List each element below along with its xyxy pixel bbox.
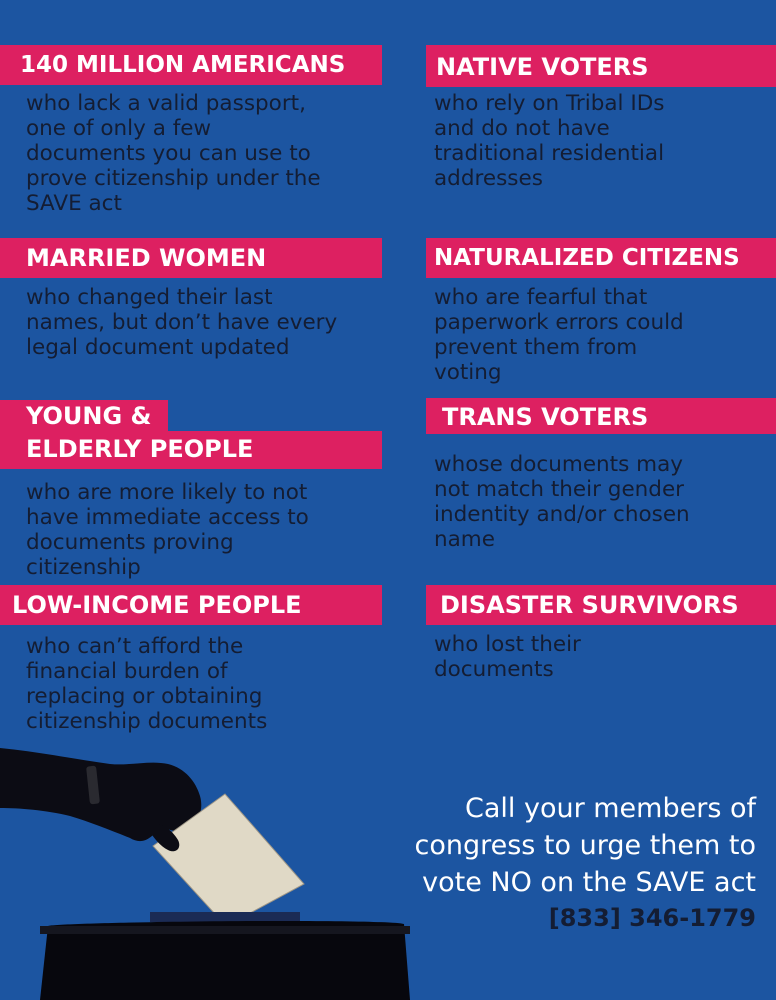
group-title-disaster-survivors: DISASTER SURVIVORS [426, 585, 776, 625]
group-desc-140-million-americans: who lack a valid passport, one of only a few documents you can use to prove citizenship under the SAVE act [26, 91, 321, 216]
group-desc-disaster-survivors: who lost their documents [434, 632, 581, 682]
cta-line-3: vote NO on the SAVE act [422, 867, 756, 898]
group-title-married-women: MARRIED WOMEN [0, 238, 382, 278]
group-title-low-income-people: LOW-INCOME PEOPLE [0, 585, 382, 625]
group-title-trans-voters: TRANS VOTERS [426, 398, 776, 434]
group-title-young-elderly-line2: ELDERLY PEOPLE [0, 431, 382, 469]
group-title-140-million-americans: 140 MILLION AMERICANS [0, 45, 382, 85]
group-desc-low-income-people: who can’t afford the financial burden of replacing or obtaining citizenship documents [26, 634, 268, 734]
group-desc-young-elderly: who are more likely to not have immediate access to documents proving citizenship [26, 480, 309, 580]
group-desc-naturalized-citizens: who are fearful that paperwork errors could prevent them from voting [434, 285, 684, 385]
group-desc-native-voters: who rely on Tribal IDs and do not have traditional residential addresses [434, 91, 665, 191]
group-title-naturalized-citizens: NATURALIZED CITIZENS [426, 238, 776, 278]
cta-line-2: congress to urge them to [414, 830, 756, 861]
cta-line-1: Call your members of [464, 793, 756, 824]
phone-number[interactable]: [833] 346-1779 [548, 904, 756, 932]
group-desc-trans-voters: whose documents may not match their gender indentity and/or chosen name [434, 452, 690, 552]
group-title-native-voters: NATIVE VOTERS [426, 45, 776, 87]
ballot-box-silhouette-image [0, 730, 420, 1000]
group-title-young-elderly-line1: YOUNG & [0, 400, 168, 432]
call-to-action [376, 790, 756, 935]
group-desc-married-women: who changed their last names, but don’t have every legal document updated [26, 285, 338, 360]
